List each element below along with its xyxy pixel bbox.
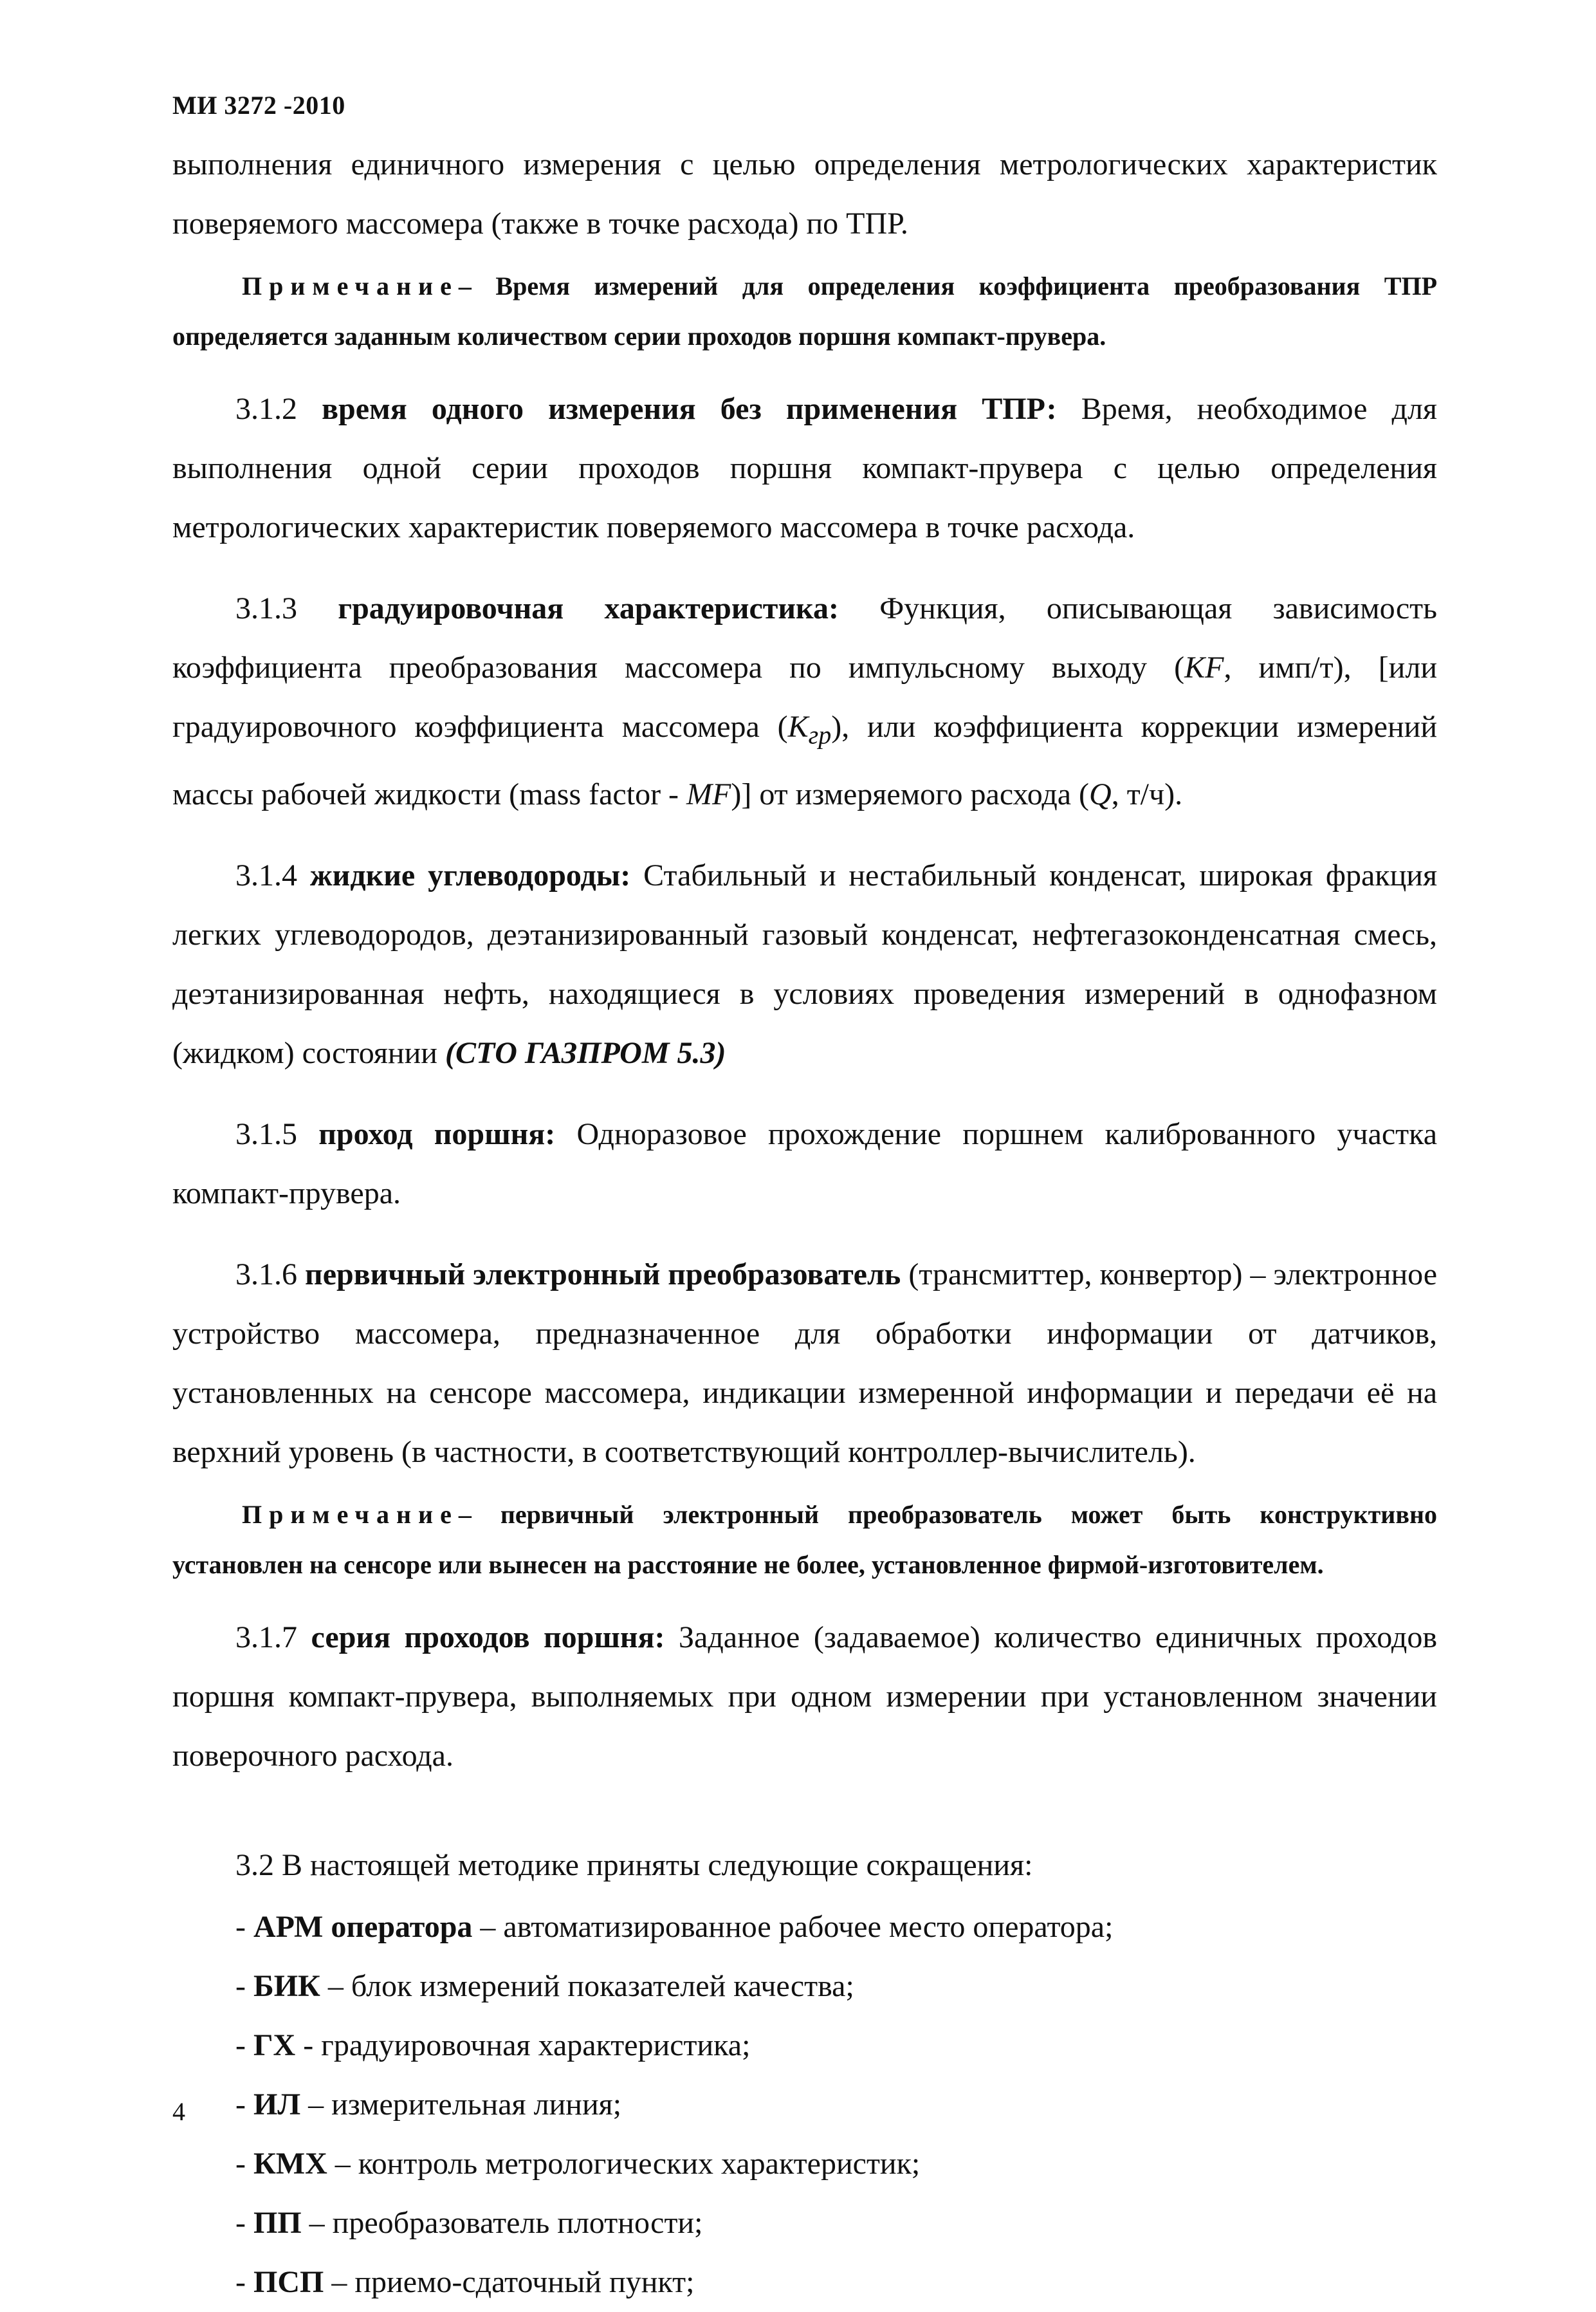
- abbreviation-key: ИЛ: [253, 2087, 301, 2122]
- definition-text-b: , имп/т), [или градуировочного коэффициента массомера (: [172, 651, 1438, 744]
- definition-term: время одного измерения без применения ТПР:: [322, 392, 1057, 426]
- list-item: - АРМ оператора – автоматизированное рабочее место оператора;: [235, 1909, 1114, 1944]
- definition-number: 3.1.4: [235, 858, 297, 892]
- abbreviation-value: приемо-сдаточный пункт;: [354, 2264, 695, 2299]
- document-code-header: МИ 3272 -2010: [172, 91, 345, 120]
- abbreviation-key: ПСП: [253, 2264, 324, 2299]
- list-item: - БИК – блок измерений показателей качества;: [235, 1968, 854, 2003]
- abbreviation-key: ПП: [253, 2205, 302, 2240]
- document-body: [172, 135, 1437, 2312]
- definition-3-1-4: [172, 846, 1437, 1083]
- abbreviation-key: КМХ: [253, 2146, 327, 2181]
- definition-term: первичный электронный преобразователь: [305, 1257, 901, 1291]
- definition-number: 3.1.5: [235, 1116, 297, 1151]
- note-1-label: Примечание: [242, 272, 459, 301]
- definition-3-1-7: [172, 1608, 1437, 1786]
- definition-text: Одноразовое прохождение поршнем калиброванного участка компакт-прувера.: [172, 1116, 1438, 1210]
- definition-text: (трансмиттер, конвертор) – электронное устройство массомера, предназначенное для обработки информации от датчиков, установленных на сенсоре массомера, индикации измеренной информации и передачи её на верхний уровень (в частности, в соответствующий контроллер-вычислитель).: [172, 1257, 1438, 1469]
- definition-number: 3.1.6: [235, 1257, 297, 1291]
- definition-text-c: ), или коэффициента коррекции измерений массы рабочей жидкости (mass factor -: [172, 710, 1438, 811]
- abbreviation-separator: -: [295, 2028, 322, 2062]
- note-2: [172, 1490, 1437, 1590]
- definition-term: серия проходов поршня:: [311, 1620, 665, 1654]
- spacer: [172, 1226, 1437, 1245]
- abbreviation-value: измерительная линия;: [331, 2087, 622, 2122]
- definition-number: 3.1.7: [235, 1620, 297, 1654]
- abbreviation-value: блок измерений показателей качества;: [351, 1968, 854, 2003]
- definition-3-1-3: [172, 579, 1437, 824]
- abbreviation-key: АРМ оператора: [253, 1909, 473, 1944]
- abbreviation-separator: –: [320, 1968, 351, 2003]
- spacer: [172, 1086, 1437, 1105]
- abbreviation-value: автоматизированное рабочее место оператора;: [503, 1909, 1114, 1944]
- symbol-k-letter: K: [787, 710, 809, 744]
- abbreviation-key: ГХ: [253, 2028, 296, 2062]
- note-1: [172, 261, 1437, 362]
- note-2-text: – первичный электронный преобразователь может быть конструктивно установлен на сенсоре или вынесен на расстояние не более, установленное фирмой-изготовителем.: [172, 1499, 1437, 1579]
- symbol-k-subscript: гр: [808, 720, 832, 750]
- note-1-text: – Время измерений для определения коэффициента преобразования ТПР определяется заданным количеством серии проходов поршня компакт-прувера.: [172, 272, 1437, 351]
- definition-text-e: , т/ч).: [1111, 777, 1183, 811]
- intro-paragraph: выполнения единичного измерения с целью определения метрологических характеристик поверяемого массомера (также в точке расхода) по ТПР.: [172, 147, 1437, 241]
- abbreviation-separator: –: [300, 2087, 332, 2122]
- abbreviation-list: [172, 1898, 1437, 2312]
- definition-number: 3.1.3: [235, 591, 297, 625]
- page-number: 4: [172, 2097, 185, 2126]
- list-item: - ПП – преобразователь плотности;: [235, 2205, 703, 2240]
- list-item: - КМХ – контроль метрологических характеристик;: [235, 2146, 921, 2181]
- abbreviation-separator: –: [327, 2146, 358, 2181]
- definition-number: 3.1.2: [235, 392, 297, 426]
- definition-text: Время, необходимое для выполнения одной серии проходов поршня компакт-прувера с целью определения метрологических характеристик поверяемого массомера в точке расхода.: [172, 392, 1438, 544]
- definition-term: жидкие углеводороды:: [309, 858, 631, 892]
- abbreviation-value: градуировочная характеристика;: [321, 2028, 751, 2062]
- symbol-kf: KF: [1184, 651, 1224, 685]
- standard-reference: (СТО ГАЗПРОМ 5.3): [445, 1035, 726, 1070]
- abbreviation-value: контроль метрологических характеристик;: [358, 2146, 921, 2181]
- list-item: - ГХ - градуировочная характеристика;: [235, 2028, 751, 2062]
- abbreviation-separator: –: [472, 1909, 504, 1944]
- definition-term: градуировочная характеристика:: [338, 591, 839, 625]
- spacer: [172, 560, 1437, 579]
- abbreviation-value: преобразователь плотности;: [332, 2205, 703, 2240]
- definition-3-1-5: [172, 1105, 1437, 1223]
- symbol-mf: MF: [686, 777, 731, 811]
- note-2-label: Примечание: [242, 1499, 459, 1529]
- symbol-q: Q: [1089, 777, 1112, 811]
- definition-text-d: )] от измеряемого расхода (: [731, 777, 1090, 811]
- abbreviation-separator: –: [301, 2205, 333, 2240]
- abbreviation-separator: –: [324, 2264, 355, 2299]
- symbol-k: [787, 710, 832, 750]
- abbreviation-key: БИК: [253, 1968, 320, 2003]
- definition-3-1-2: [172, 380, 1437, 557]
- definition-text-a: Функция, описывающая зависимость коэффициента преобразования массомера по импульсному выходу (: [172, 591, 1437, 685]
- list-item: - ПСП – приемо-сдаточный пункт;: [235, 2264, 695, 2299]
- list-item: - ИЛ – измерительная линия;: [235, 2087, 622, 2122]
- definition-text: Стабильный и нестабильный конденсат, широкая фракция легких углеводородов, деэтанизированный газовый конденсат, нефтегазоконденсатная смесь, деэтанизированная нефть, находящиеся в условиях проведения измерений в однофазном (жидком) состоянии: [172, 858, 1438, 1070]
- section-3-2-intro: 3.2 В настоящей методике приняты следующие сокращения:: [235, 1847, 1033, 1882]
- spacer: [172, 827, 1437, 846]
- definition-3-1-6: [172, 1245, 1437, 1482]
- definition-text: Заданное (задаваемое) количество единичных проходов поршня компакт-прувера, выполняемых при одном измерении при установленном значении поверочного расхода.: [172, 1620, 1438, 1773]
- definition-term: проход поршня:: [318, 1116, 556, 1151]
- spacer: [172, 1788, 1437, 1836]
